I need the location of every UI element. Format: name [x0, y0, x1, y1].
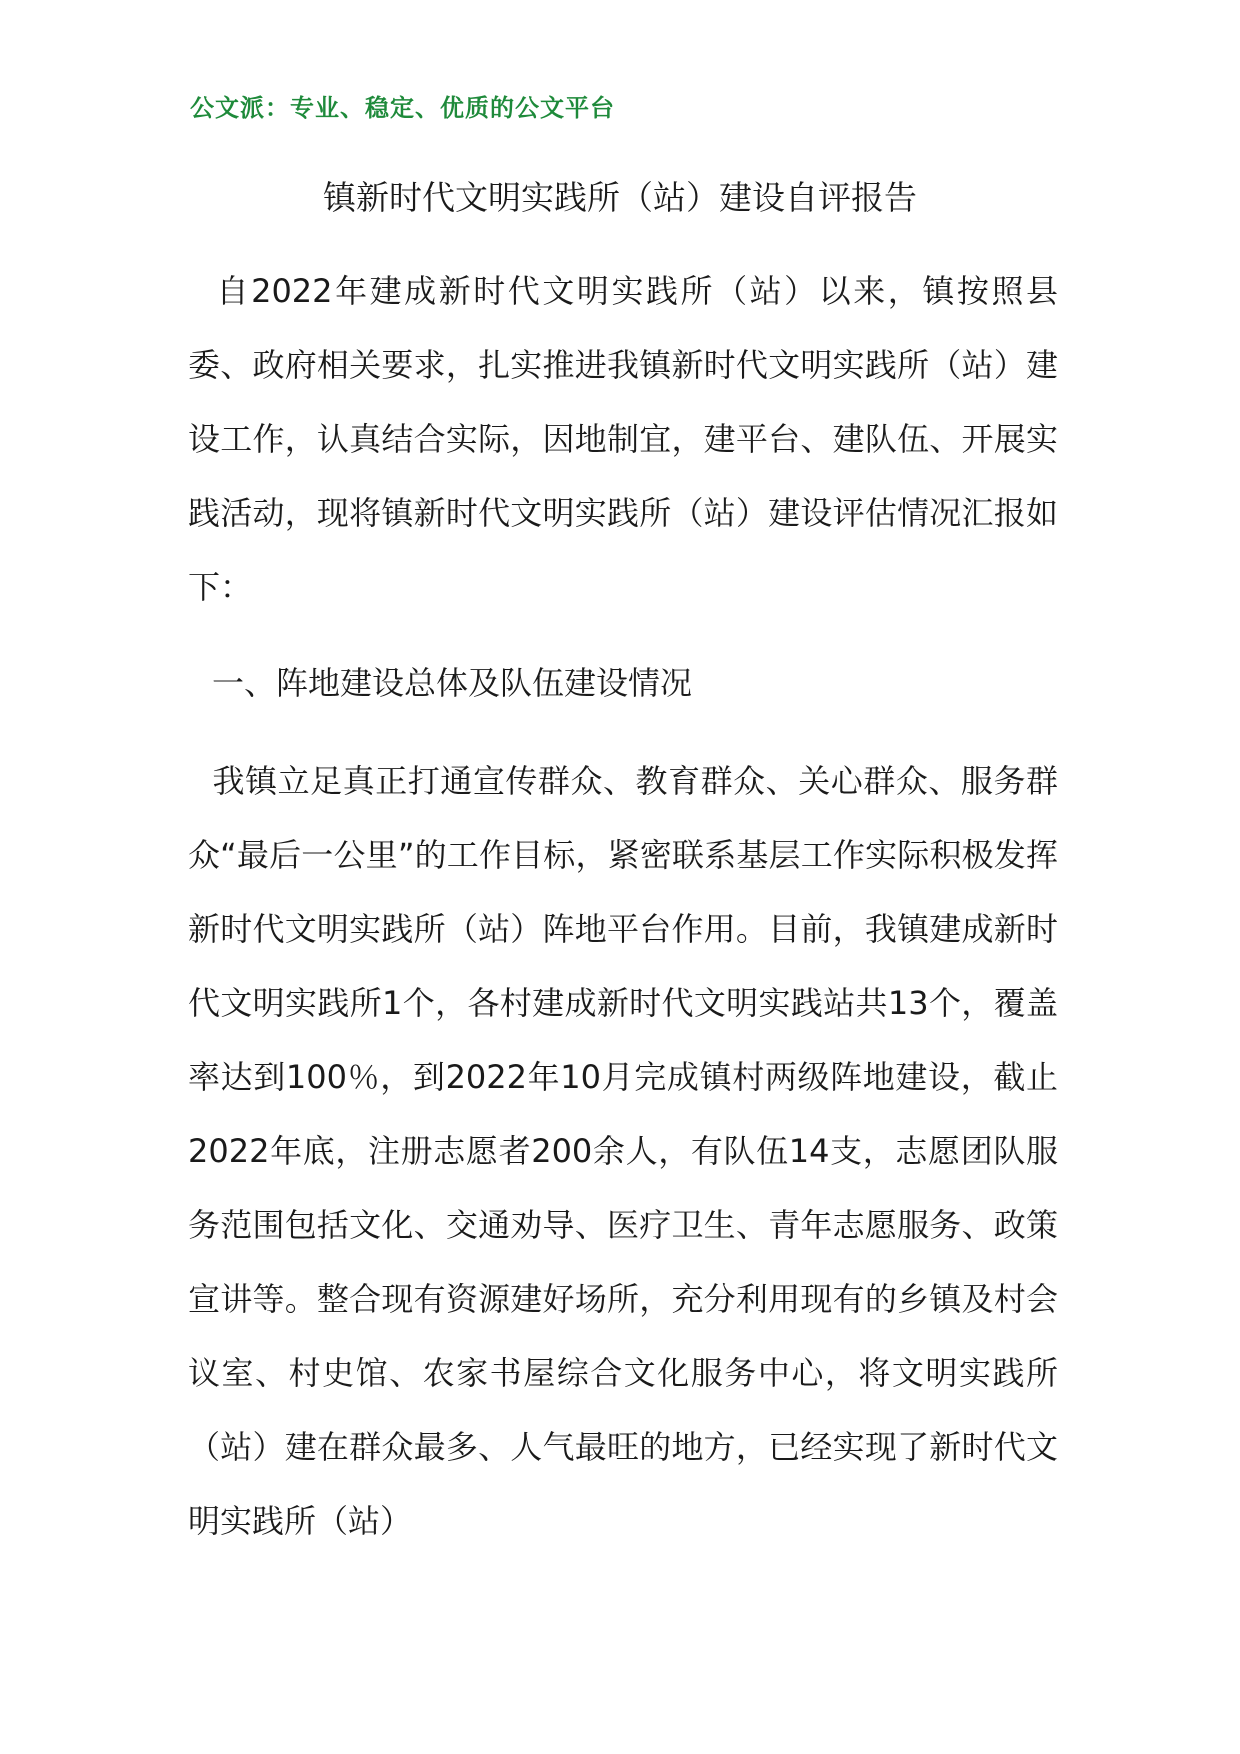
- section-paragraph-text: 我镇立足真正打通宣传群众、教育群众、关心群众、服务群众“最后一公里”的工作目标，紧密联系基层工作实际积极发挥新时代文明实践所（站）阵地平台作用。目前，我镇建成新时代文明实践所1个，各村建成新时代文明实践站共13个，覆盖率达到100％，到2022年10月完成镇村两级阵地建设，截止2022年底，注册志愿者200余人，有队伍14支，志愿团队服务范围包括文化、交通劝导、医疗卫生、青年志愿服务、政策宣讲等。整合现有资源建好场所，充分利用现有的乡镇及村会议室、村史馆、农家书屋综合文化服务中心，将文明实践所（站）建在群众最多、人气最旺的地方，已经实现了新时代文明实践所（站）: [188, 762, 1058, 1540]
- document-title: 镇新时代文明实践所（站）建设自评报告: [323, 178, 917, 217]
- section-paragraph: [188, 744, 1058, 1558]
- section-heading: [188, 658, 692, 704]
- intro-paragraph: [188, 254, 1058, 624]
- section-heading-text: 一、阵地建设总体及队伍建设情况: [212, 664, 693, 702]
- header-banner: 公文派：专业、稳定、优质的公文平台: [190, 94, 615, 122]
- intro-paragraph-text: 自2022年建成新时代文明实践所（站）以来，镇按照县委、政府相关要求，扎实推进我镇新时代文明实践所（站）建设工作，认真结合实际，因地制宜，建平台、建队伍、开展实践活动，现将镇新时代文明实践所（站）建设评估情况汇报如下：: [188, 272, 1058, 606]
